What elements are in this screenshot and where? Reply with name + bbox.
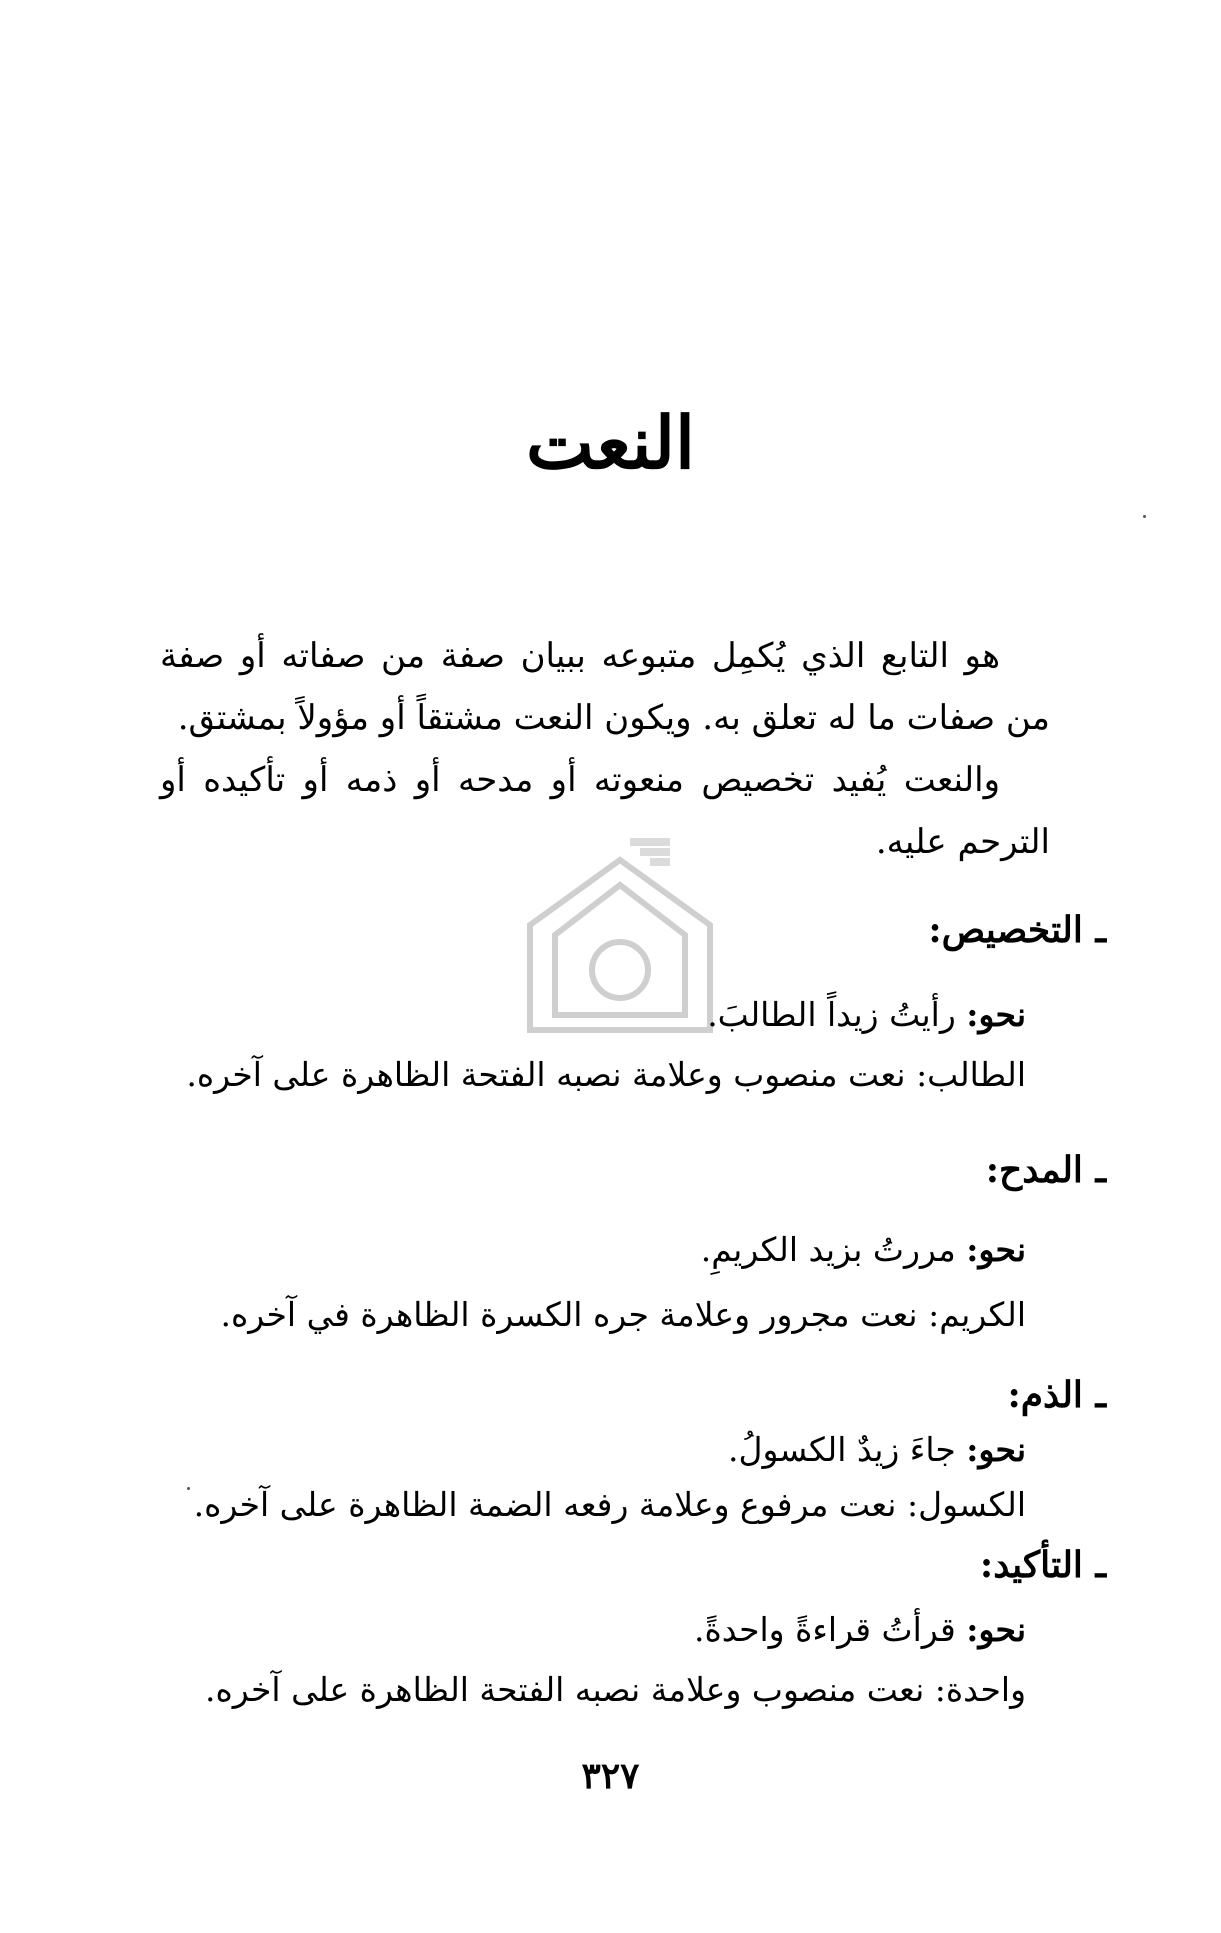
section-example-specification: [707, 990, 1026, 1040]
section-heading-specification: ـ التخصيص:: [928, 909, 1106, 951]
example-key: نحو:: [966, 1430, 1026, 1469]
explain-key: الكسول:: [906, 1485, 1026, 1524]
example-text: جاءَ زيدٌ الكسولُ.: [727, 1430, 956, 1469]
section-explanation-specification: [186, 1050, 1026, 1100]
section-example-emphasis: [694, 1605, 1026, 1655]
explain-key: الطالب:: [916, 1055, 1026, 1094]
page-title: النعت: [525, 400, 696, 485]
example-text: مررتُ بزيد الكريمِ.: [700, 1230, 956, 1269]
page-number: ٣٢٧: [581, 1755, 640, 1797]
section-example-praise: [701, 1225, 1026, 1275]
explain-text: نعت مجرور وعلامة جره الكسرة الظاهرة في آخره.: [220, 1295, 918, 1334]
intro-paragraph-1: هو التابع الذي يُكمِل متبوعه ببيان صفة من صفاته أو صفة من صفات ما له تعلق به. ويكون النعت مشتقاً أو مؤولاً بمشتق.: [160, 636, 1050, 738]
section-heading-praise: ـ المدح:: [985, 1149, 1106, 1191]
scan-speck: [1143, 515, 1146, 518]
explain-text: نعت منصوب وعلامة نصبه الفتحة الظاهرة على آخره.: [186, 1055, 906, 1094]
example-text: قرأتُ قراءةً واحدةً.: [694, 1610, 956, 1649]
example-key: نحو:: [966, 1610, 1026, 1649]
example-key: نحو:: [966, 995, 1026, 1034]
section-explanation-praise: [221, 1290, 1026, 1340]
section-heading-dispraise: ـ الذم:: [1007, 1374, 1106, 1416]
section-example-dispraise: [728, 1425, 1026, 1475]
explain-text: نعت مرفوع وعلامة رفعه الضمة الظاهرة على آخره.: [193, 1485, 897, 1524]
section-explanation-emphasis: [205, 1665, 1026, 1715]
intro-paragraph-2: والنعت يُفيد تخصيص منعوته أو مدحه أو ذمه أو تأكيده أو الترحم عليه.: [160, 760, 1050, 862]
explain-text: نعت منصوب وعلامة نصبه الفتحة الظاهرة على آخره.: [205, 1670, 925, 1709]
scan-speck: [187, 1487, 190, 1490]
example-text: رأيتُ زيداً الطالبَ.: [707, 995, 956, 1034]
explain-key: الكريم:: [928, 1295, 1026, 1334]
example-key: نحو:: [966, 1230, 1026, 1269]
section-explanation-dispraise: [194, 1480, 1026, 1530]
section-heading-emphasis: ـ التأكيد:: [979, 1544, 1106, 1586]
explain-key: واحدة:: [934, 1670, 1026, 1709]
